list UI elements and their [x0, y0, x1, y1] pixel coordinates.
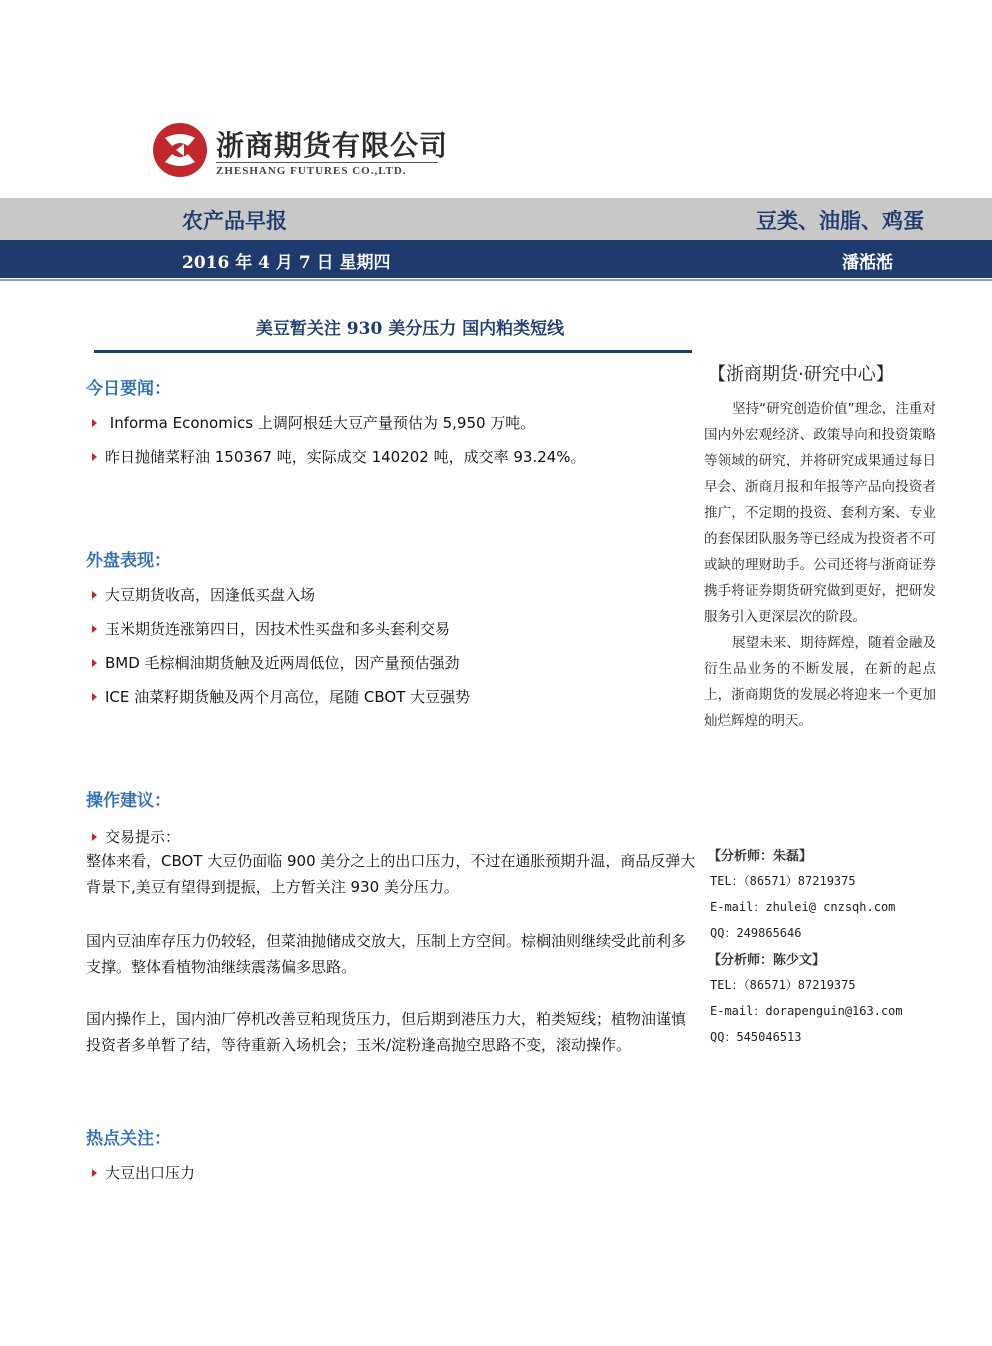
external-item: 玉米期货连涨第四日，因技术性买盘和多头套利交易: [92, 618, 450, 639]
bullet-arrow-icon: [92, 833, 97, 841]
bullet-arrow-icon: [92, 453, 97, 461]
advice-paragraph: 国内豆油库存压力仍较轻，但菜油抛储成交放大，压制上方空间。棕榈油则继续受此前利多支撑。整体看植物油继续震荡偏多思路。: [86, 932, 687, 976]
logo-divider: [216, 162, 438, 163]
report-type: 农产品早报: [182, 208, 287, 233]
bullet-arrow-icon: [92, 693, 97, 701]
advice-paragraph: 国内操作上，国内油厂停机改善豆粕现货压力，但后期到港压力大，粕类短线；植物油谨慎投资者多单暂了结，等待重新入场机会；玉米/淀粉逢高抛空思路不变，滚动操作。: [86, 1010, 687, 1054]
research-paragraph: 坚持“研究创造价值”理念，注重对国内外宏观经济、政策导向和投资策略等领域的研究，并将研究成果通过每日早会、浙商月报和年报等产品向投资者推广，不定期的投资、套利方案、专业的套保团队服务等已经成为投资者不可或缺的理财助手。公司还将与浙商证券携手将证券期货研究做到更好，把研发服务引入更深层次的阶段。: [704, 401, 936, 625]
analyst-tel: TEL：（86571）87219375: [710, 978, 856, 992]
news-item: Informa Economics 上调阿根廷大豆产量预估为 5,950 万吨。: [92, 412, 535, 433]
advice-paragraph: 整体来看，CBOT 大豆仍面临 900 美分之上的出口压力，不过在通胀预期升温，商品反弹大背景下,美豆有望得到提振，上方暂关注 930 美分压力。: [86, 852, 696, 896]
company-name-en: ZHESHANG FUTURES CO.,LTD.: [216, 165, 407, 177]
analyst-qq: QQ：545046513: [710, 1030, 802, 1044]
research-paragraph: 展望未来、期待辉煌，随着金融及衍生品业务的不断发展，在新的起点上，浙商期货的发展必将迎来一个更加灿烂辉煌的明天。: [704, 635, 936, 729]
advice-tip-label: 交易提示：: [92, 826, 180, 847]
external-item: BMD 毛棕榈油期货触及近两周低位，因产量预估强劲: [92, 652, 460, 673]
analyst-email: E-mail：dorapenguin@163.com: [710, 1004, 903, 1018]
news-item: 昨日抛储菜籽油 150367 吨，实际成交 140202 吨，成交率 93.24%。: [92, 446, 586, 467]
analyst-heading: 【分析师：陈少文】: [708, 953, 826, 968]
bullet-arrow-icon: [92, 1169, 97, 1177]
header-band-line: [0, 279, 992, 281]
bullet-arrow-icon: [92, 625, 97, 633]
analyst-qq: QQ：249865646: [710, 926, 802, 940]
research-center-body: [704, 396, 936, 734]
report-author: 潘湉湉: [842, 253, 893, 273]
section-title-advice: 操作建议：: [86, 791, 171, 811]
report-date: 2016 年 4 月 7 日 星期四: [182, 253, 391, 273]
section-title-hotspot: 热点关注：: [86, 1129, 171, 1149]
company-logo-icon: [152, 122, 208, 178]
analyst-tel: TEL：（86571）87219375: [710, 874, 856, 888]
external-item: 大豆期货收高，因逢低买盘入场: [92, 584, 315, 605]
report-categories: 豆类、油脂、鸡蛋: [756, 208, 924, 233]
analyst-heading: 【分析师：朱磊】: [708, 849, 813, 864]
company-logo: [152, 122, 449, 182]
research-center-title: 【浙商期货·研究中心】: [708, 364, 894, 385]
company-name-cn: 浙商期货有限公司: [216, 129, 449, 162]
hotspot-item: 大豆出口压力: [92, 1162, 195, 1183]
external-item: ICE 油菜籽期货触及两个月高位，尾随 CBOT 大豆强势: [92, 686, 470, 707]
report-headline: 美豆暂关注 930 美分压力 国内粕类短线: [255, 319, 565, 339]
bullet-arrow-icon: [92, 419, 97, 427]
section-title-news: 今日要闻：: [86, 379, 171, 399]
bullet-arrow-icon: [92, 591, 97, 599]
headline-divider: [94, 350, 692, 353]
bullet-arrow-icon: [92, 659, 97, 667]
section-title-external: 外盘表现：: [86, 551, 171, 571]
analyst-email: E-mail：zhulei@ cnzsqh.com: [710, 900, 896, 914]
